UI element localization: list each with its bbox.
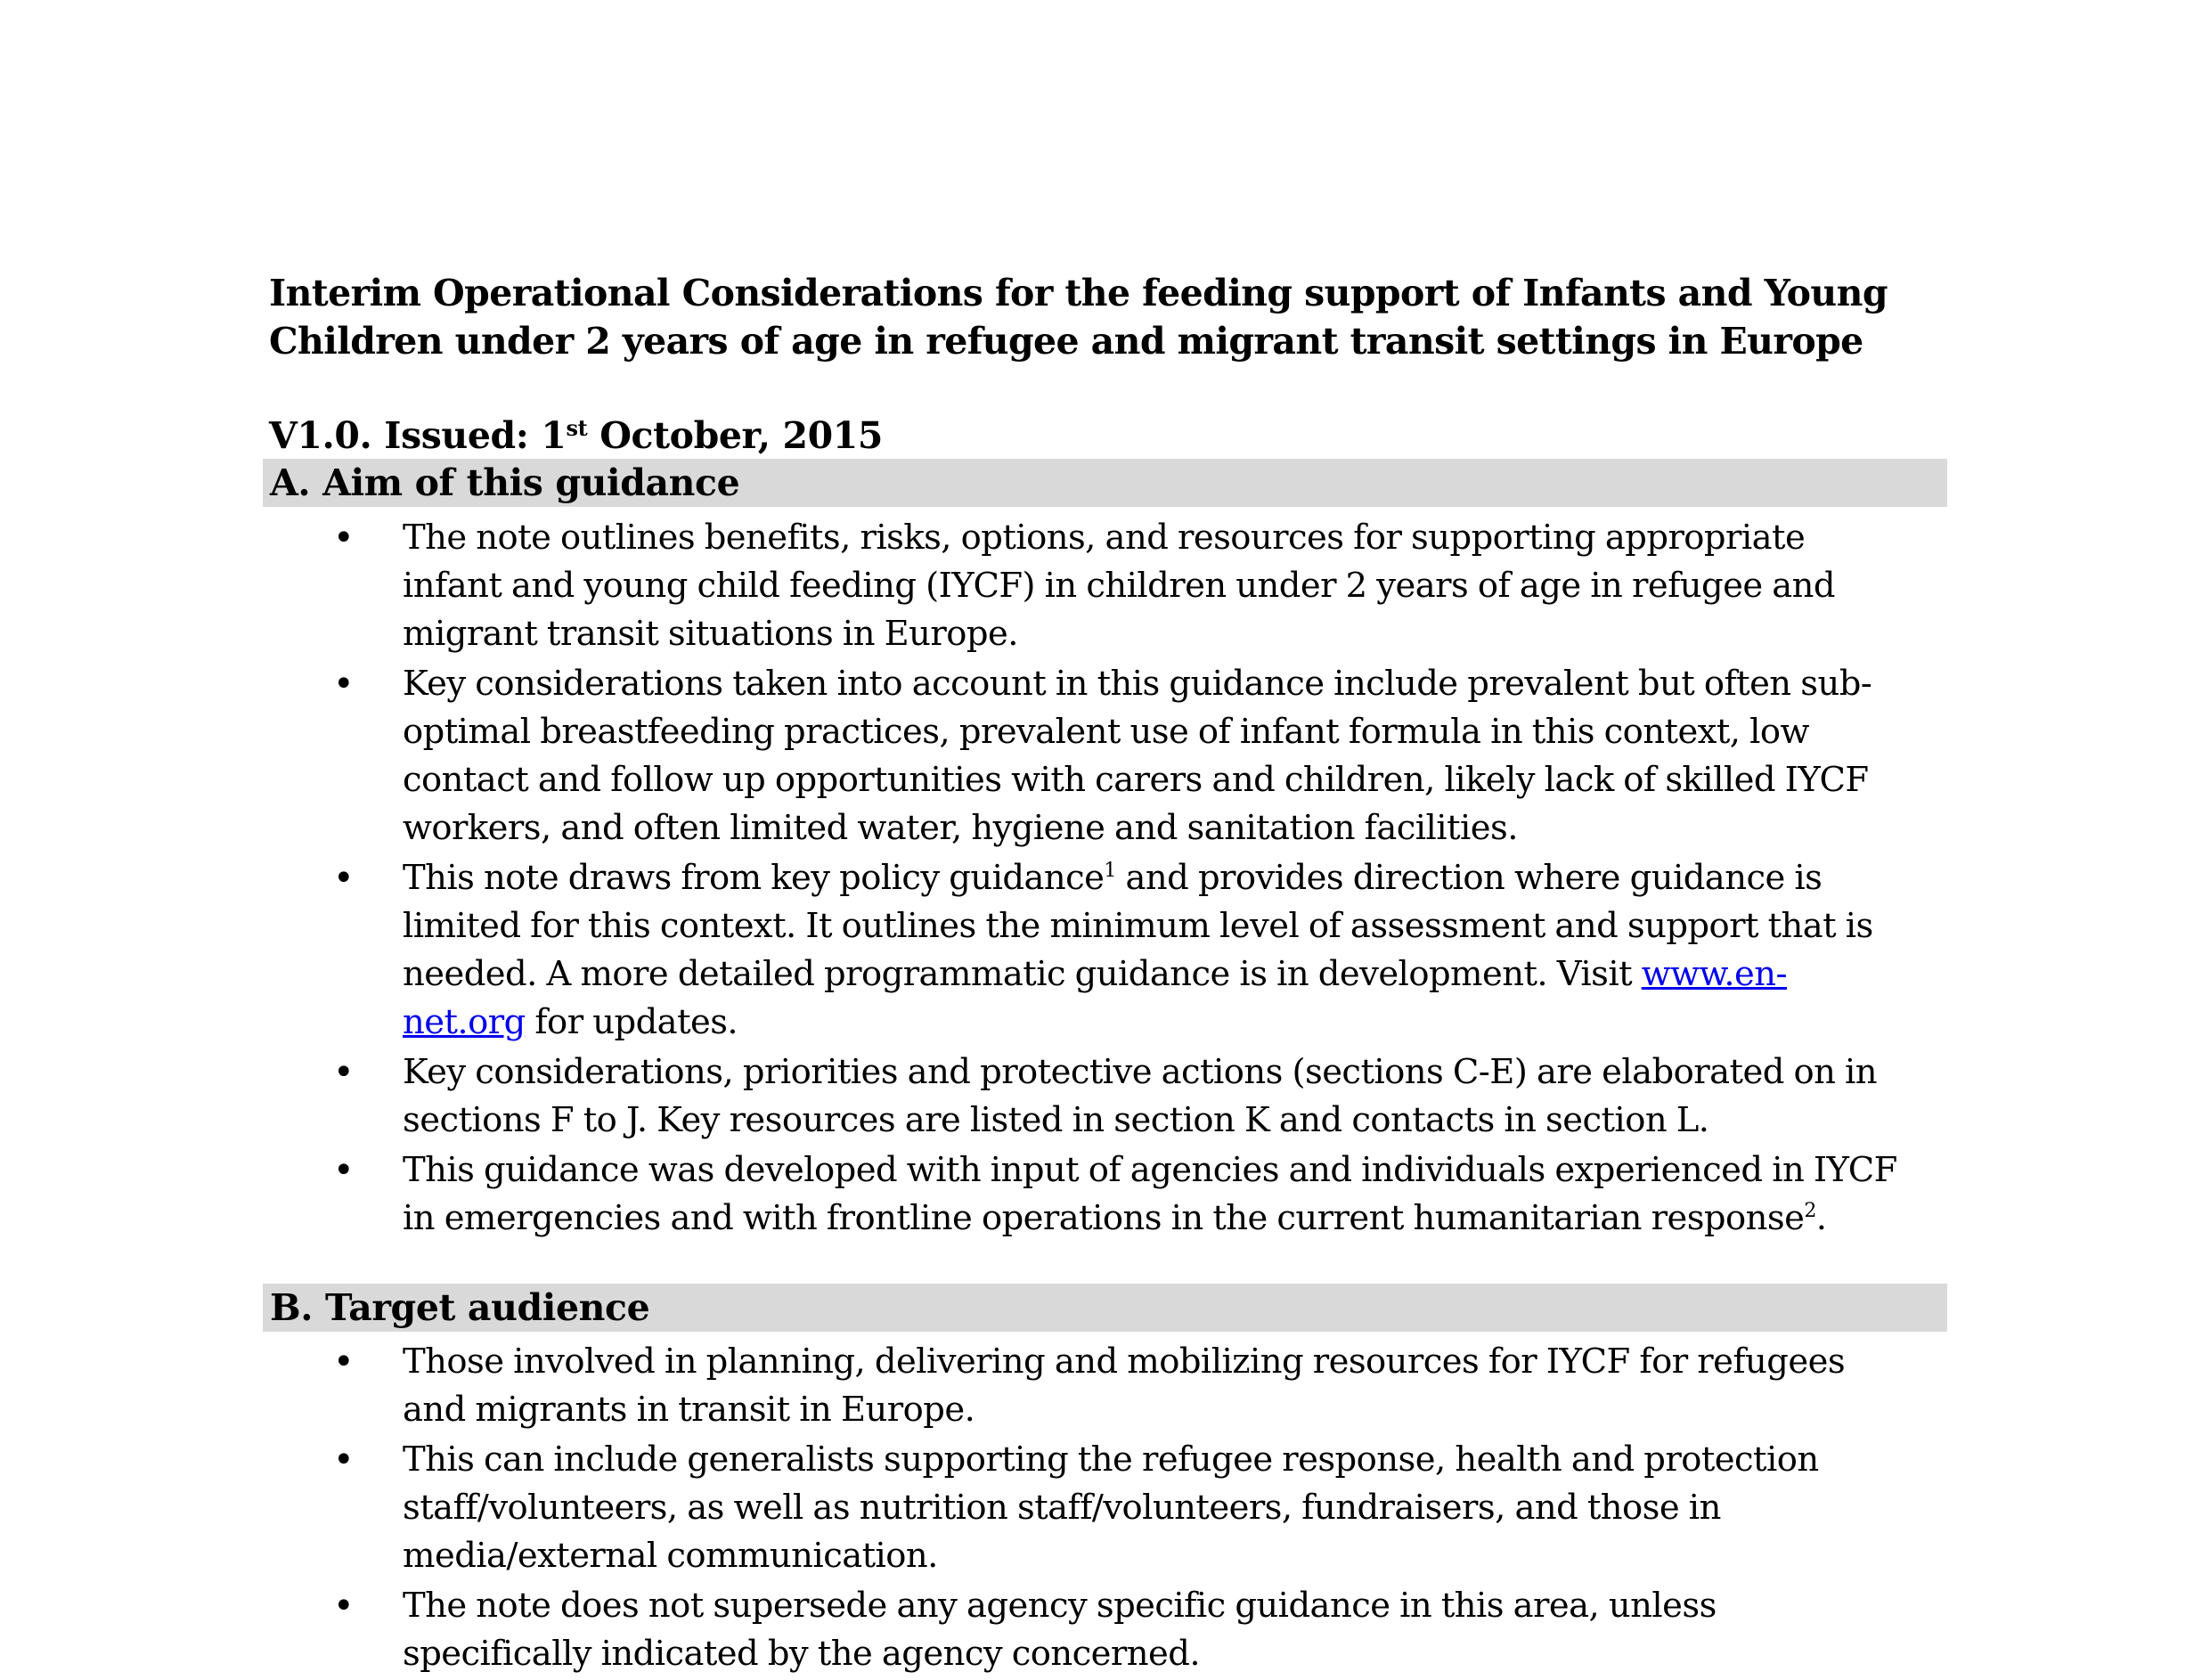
version-prefix: V1.0. Issued: 1 [269,414,567,457]
list-item-text [403,660,1953,852]
bullet-icon: • [333,1052,355,1093]
text-span: for updates. [525,1002,738,1042]
footnote-ref-2[interactable]: 2 [1804,1200,1816,1222]
en-net-link[interactable]: www.en- [1641,954,1787,994]
text-line: media/external communication. [403,1536,938,1576]
text-span: . [1815,1198,1827,1238]
list-item [0,660,2210,852]
text-line: optimal breastfeeding practices, prevalent use of infant formula in this context, low [403,712,1809,752]
document-title [269,269,1961,365]
text-line: migrant transit situations in Europe. [403,614,1018,654]
version-suffix: October, 2015 [587,414,884,457]
section-a-heading: A. Aim of this guidance [270,461,740,504]
text-line: Key considerations taken into account in this guidance include prevalent but often sub- [403,664,1872,704]
text-line [403,1195,1953,1243]
bullet-icon: • [333,1586,355,1627]
text-line: The note outlines benefits, risks, options, and resources for supporting appropriate [403,518,1806,558]
section-a-bullet-list [0,514,2210,1244]
text-line [403,854,1953,902]
list-item-text [403,1436,1953,1580]
title-line: Children under 2 years of age in refugee and migrant transit settings in Europe [269,320,1863,363]
list-item [0,1048,2210,1145]
section-b-bullet-list [0,1338,2210,1680]
section-b-heading: B. Target audience [270,1286,650,1329]
text-span: and provides direction where guidance is [1115,858,1823,898]
bullet-icon: • [333,1439,355,1480]
text-line: specifically indicated by the agency concerned. [403,1634,1201,1674]
list-item [0,1436,2210,1580]
list-item-text [403,1582,1953,1678]
list-item-text [403,514,1953,658]
text-line: limited for this context. It outlines the minimum level of assessment and support that is [403,906,1873,946]
text-line: The note does not supersede any agency specific guidance in this area, unless [403,1586,1717,1626]
text-line: This can include generalists supporting the refugee response, health and protection [403,1439,1819,1480]
list-item-text [403,1146,1953,1243]
list-item [0,1582,2210,1678]
list-item [0,514,2210,658]
text-line: sections F to J. Key resources are listed in section K and contacts in section L. [403,1100,1709,1140]
section-b-heading-banner [263,1284,1947,1332]
bullet-icon: • [333,518,355,559]
text-line: Key considerations, priorities and protective actions (sections C-E) are elaborated on in [403,1052,1878,1092]
section-a-heading-banner [263,459,1947,507]
bullet-icon: • [333,1150,355,1191]
bullet-icon: • [333,1342,355,1382]
version-ordinal-superscript: st [566,415,588,441]
version-issued-line [269,412,883,460]
list-item [0,1146,2210,1243]
text-span: in emergencies and with frontline operations in the current humanitarian response [403,1198,1805,1238]
text-line: workers, and often limited water, hygiene and sanitation facilities. [403,808,1518,848]
bullet-icon: • [333,858,355,899]
title-line: Interim Operational Considerations for the feeding support of Infants and Young [269,272,1888,314]
en-net-link-continued[interactable]: net.org [403,1002,526,1042]
list-item-text [403,854,1953,1047]
text-line [403,950,1953,999]
text-line: and migrants in transit in Europe. [403,1390,975,1430]
footnote-ref-1[interactable]: 1 [1104,860,1116,882]
text-line: contact and follow up opportunities with carers and children, likely lack of skilled IYCF [403,760,1869,800]
list-item [0,854,2210,1047]
text-line [403,999,1953,1047]
text-span: This note draws from key policy guidance [403,858,1105,898]
list-item-text [403,1048,1953,1145]
list-item-text [403,1338,1953,1434]
text-line: Those involved in planning, delivering and mobilizing resources for IYCF for refugees [403,1342,1846,1382]
text-span: needed. A more detailed programmatic guidance is in development. Visit [403,954,1642,994]
bullet-icon: • [333,664,355,705]
text-line: infant and young child feeding (IYCF) in children under 2 years of age in refugee and [403,566,1836,606]
text-line: This guidance was developed with input of agencies and individuals experienced in IYCF [403,1150,1897,1190]
text-line: staff/volunteers, as well as nutrition staff/volunteers, fundraisers, and those in [403,1488,1721,1528]
list-item [0,1338,2210,1434]
